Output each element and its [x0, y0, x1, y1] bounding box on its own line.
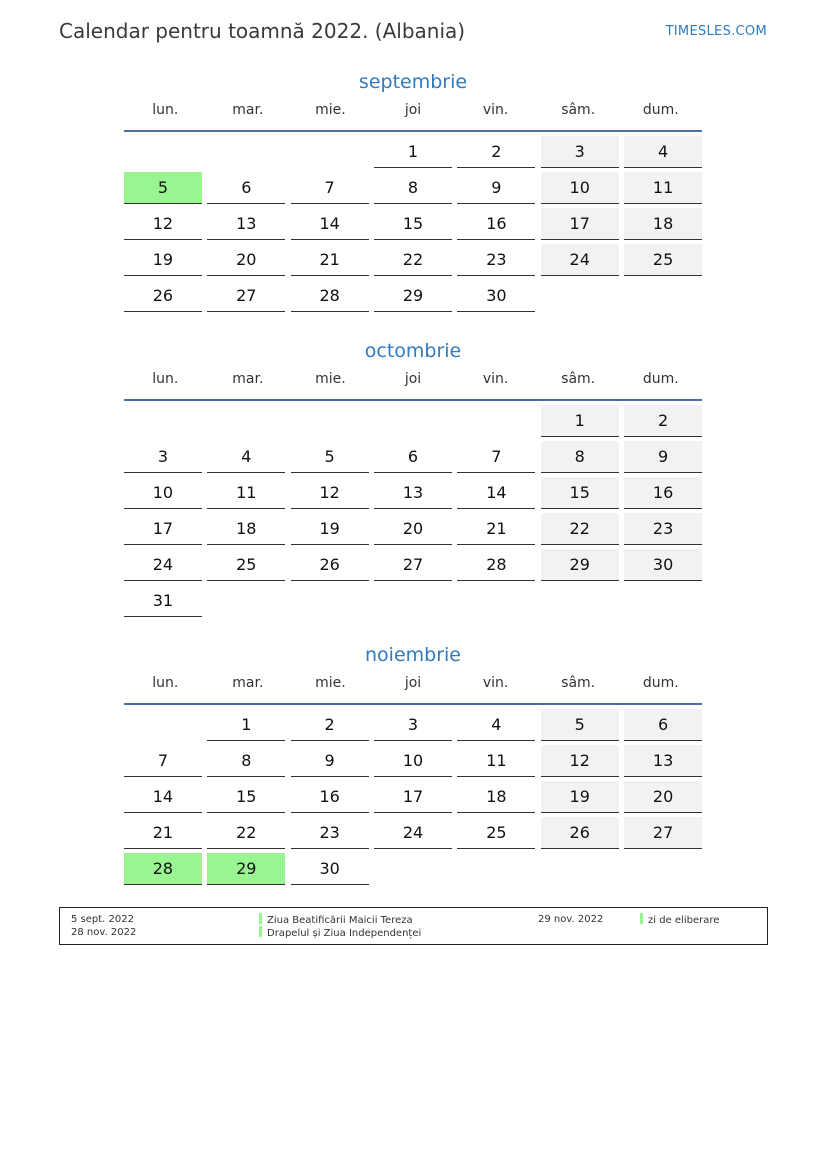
weekday-label: joi	[404, 102, 422, 118]
day-cell: 10	[374, 745, 452, 777]
day-cell: 28	[291, 280, 369, 312]
day-cell: 30	[457, 280, 535, 312]
day-cell: 1	[207, 709, 285, 741]
day-cell: 14	[124, 781, 202, 813]
weekday-label: sâm.	[561, 371, 596, 387]
weekday-label: sâm.	[561, 675, 596, 691]
legend-date: 5 sept. 2022	[71, 914, 134, 925]
weeks-grid	[124, 705, 702, 889]
day-cell: 15	[541, 477, 619, 509]
empty-cell	[374, 405, 452, 436]
empty-cell	[124, 405, 202, 436]
day-cell: 1	[541, 405, 619, 437]
day-cell: 21	[291, 244, 369, 276]
weekday-label: lun.	[152, 102, 179, 118]
day-cell: 18	[457, 781, 535, 813]
empty-cell	[457, 853, 535, 884]
week-row	[124, 477, 702, 513]
day-cell: 14	[291, 208, 369, 240]
day-cell: 7	[124, 745, 202, 777]
day-cell: 19	[541, 781, 619, 813]
week-row	[124, 781, 702, 817]
week-row	[124, 172, 702, 208]
day-cell: 7	[291, 172, 369, 204]
week-row	[124, 709, 702, 745]
weekday-label: vin.	[482, 675, 509, 691]
weekday-label: joi	[404, 371, 422, 387]
day-cell: 28	[124, 853, 202, 885]
week-row	[124, 280, 702, 316]
day-cell: 22	[374, 244, 452, 276]
weekday-label: dum.	[642, 675, 679, 691]
day-cell: 10	[541, 172, 619, 204]
day-cell: 3	[541, 136, 619, 168]
empty-cell	[541, 853, 619, 884]
legend-holiday-name	[259, 926, 421, 939]
day-cell: 8	[541, 441, 619, 473]
day-cell: 24	[124, 549, 202, 581]
weekday-label: dum.	[642, 102, 679, 118]
empty-cell	[124, 709, 202, 740]
legend-date: 28 nov. 2022	[71, 927, 137, 938]
empty-cell	[624, 585, 702, 616]
empty-cell	[541, 585, 619, 616]
week-row	[124, 817, 702, 853]
day-cell: 3	[374, 709, 452, 741]
month-october	[124, 337, 702, 621]
day-cell: 12	[291, 477, 369, 509]
day-cell: 4	[207, 441, 285, 473]
day-cell: 26	[291, 549, 369, 581]
week-row	[124, 136, 702, 172]
day-cell: 20	[624, 781, 702, 813]
week-row	[124, 244, 702, 280]
legend-holiday-label: Ziua Beatificării Maicii Tereza	[267, 915, 413, 926]
day-cell: 29	[207, 853, 285, 885]
empty-cell	[124, 136, 202, 167]
day-cell: 20	[374, 513, 452, 545]
day-cell: 26	[124, 280, 202, 312]
day-cell: 28	[457, 549, 535, 581]
day-cell: 13	[207, 208, 285, 240]
weekday-header	[124, 96, 702, 132]
day-cell: 9	[624, 441, 702, 473]
day-cell: 2	[457, 136, 535, 168]
legend-date: 29 nov. 2022	[538, 914, 604, 925]
weekday-label: dum.	[642, 371, 679, 387]
weekday-label: mar.	[232, 102, 264, 118]
weekday-label: vin.	[482, 102, 509, 118]
empty-cell	[207, 405, 285, 436]
day-cell: 6	[207, 172, 285, 204]
month-september	[124, 68, 702, 316]
day-cell: 22	[207, 817, 285, 849]
month-title: noiembrie	[365, 644, 461, 666]
day-cell: 25	[624, 244, 702, 276]
empty-cell	[207, 136, 285, 167]
day-cell: 29	[541, 549, 619, 581]
legend-holiday-name	[259, 913, 413, 926]
weekday-header	[124, 365, 702, 401]
day-cell: 11	[457, 745, 535, 777]
empty-cell	[624, 280, 702, 311]
day-cell: 20	[207, 244, 285, 276]
empty-cell	[374, 853, 452, 884]
day-cell: 21	[457, 513, 535, 545]
day-cell: 4	[457, 709, 535, 741]
day-cell: 17	[541, 208, 619, 240]
weekday-label: lun.	[152, 675, 179, 691]
empty-cell	[291, 585, 369, 616]
legend-holiday-label: zi de eliberare	[648, 915, 720, 926]
day-cell: 11	[207, 477, 285, 509]
legend-holiday-label: Drapelul și Ziua Independenței	[267, 928, 422, 939]
holiday-marker	[259, 913, 262, 924]
month-title: octombrie	[364, 340, 462, 362]
day-cell: 5	[124, 172, 202, 204]
day-cell: 17	[374, 781, 452, 813]
day-cell: 23	[457, 244, 535, 276]
week-row	[124, 549, 702, 585]
day-cell: 2	[291, 709, 369, 741]
day-cell: 24	[374, 817, 452, 849]
day-cell: 12	[124, 208, 202, 240]
day-cell: 15	[207, 781, 285, 813]
empty-cell	[374, 585, 452, 616]
week-row	[124, 441, 702, 477]
day-cell: 23	[624, 513, 702, 545]
weekday-label: vin.	[482, 371, 509, 387]
holiday-legend	[59, 907, 768, 945]
empty-cell	[291, 405, 369, 436]
day-cell: 5	[541, 709, 619, 741]
weekday-label: lun.	[152, 371, 179, 387]
day-cell: 14	[457, 477, 535, 509]
weekday-label: mie.	[315, 371, 346, 387]
week-row	[124, 208, 702, 244]
day-cell: 19	[124, 244, 202, 276]
day-cell: 23	[291, 817, 369, 849]
empty-cell	[457, 585, 535, 616]
day-cell: 27	[374, 549, 452, 581]
week-row	[124, 405, 702, 441]
weekday-label: sâm.	[561, 102, 596, 118]
weekday-header	[124, 669, 702, 705]
day-cell: 30	[291, 853, 369, 885]
day-cell: 8	[207, 745, 285, 777]
day-cell: 19	[291, 513, 369, 545]
day-cell: 22	[541, 513, 619, 545]
day-cell: 25	[457, 817, 535, 849]
empty-cell	[624, 853, 702, 884]
day-cell: 27	[207, 280, 285, 312]
day-cell: 6	[624, 709, 702, 741]
month-title: septembrie	[358, 71, 468, 93]
page-title: Calendar pentru toamnă 2022. (Albania)	[59, 19, 466, 43]
day-cell: 2	[624, 405, 702, 437]
weekday-label: joi	[404, 675, 422, 691]
day-cell: 10	[124, 477, 202, 509]
day-cell: 6	[374, 441, 452, 473]
day-cell: 4	[624, 136, 702, 168]
holiday-marker	[259, 926, 262, 937]
day-cell: 9	[457, 172, 535, 204]
day-cell: 16	[457, 208, 535, 240]
day-cell: 30	[624, 549, 702, 581]
day-cell: 15	[374, 208, 452, 240]
day-cell: 16	[624, 477, 702, 509]
holiday-marker	[640, 913, 643, 924]
day-cell: 29	[374, 280, 452, 312]
weekday-label: mar.	[232, 371, 264, 387]
day-cell: 8	[374, 172, 452, 204]
month-november	[124, 641, 702, 889]
day-cell: 1	[374, 136, 452, 168]
day-cell: 5	[291, 441, 369, 473]
empty-cell	[541, 280, 619, 311]
day-cell: 26	[541, 817, 619, 849]
day-cell: 17	[124, 513, 202, 545]
week-row	[124, 513, 702, 549]
weeks-grid	[124, 401, 702, 621]
day-cell: 13	[374, 477, 452, 509]
day-cell: 24	[541, 244, 619, 276]
day-cell: 16	[291, 781, 369, 813]
day-cell: 3	[124, 441, 202, 473]
day-cell: 27	[624, 817, 702, 849]
weekday-label: mie.	[315, 675, 346, 691]
site-link[interactable]: TIMESLES.COM	[665, 24, 767, 39]
day-cell: 18	[207, 513, 285, 545]
weeks-grid	[124, 132, 702, 316]
week-row	[124, 745, 702, 781]
day-cell: 13	[624, 745, 702, 777]
day-cell: 11	[624, 172, 702, 204]
day-cell: 9	[291, 745, 369, 777]
day-cell: 18	[624, 208, 702, 240]
day-cell: 12	[541, 745, 619, 777]
week-row	[124, 585, 702, 621]
weekday-label: mar.	[232, 675, 264, 691]
week-row	[124, 853, 702, 889]
legend-holiday-name	[640, 913, 719, 926]
empty-cell	[291, 136, 369, 167]
empty-cell	[457, 405, 535, 436]
day-cell: 31	[124, 585, 202, 617]
weekday-label: mie.	[315, 102, 346, 118]
day-cell: 21	[124, 817, 202, 849]
day-cell: 25	[207, 549, 285, 581]
day-cell: 7	[457, 441, 535, 473]
empty-cell	[207, 585, 285, 616]
